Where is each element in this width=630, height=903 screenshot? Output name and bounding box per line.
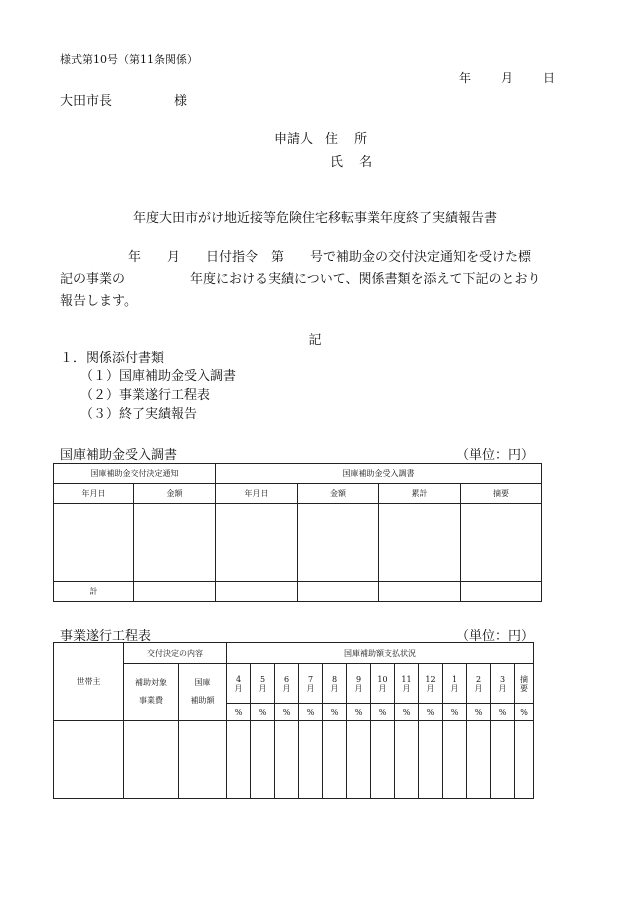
table1-cell[interactable] [54,504,134,582]
table2-cell[interactable] [299,721,323,799]
attachments-heading: １．関係添付書類 [60,351,165,366]
table2-cell[interactable] [467,721,491,799]
attachment-item: （２）事業遂行工程表 [80,388,211,403]
table2-month-header: 6 月 [275,664,299,704]
body-line-3: 報告します。 [60,294,137,309]
body-line-1: 年 月 日付指令 第 号で補助金の交付決定通知を受けた標 [128,250,532,265]
table2-month-header: 11 月 [395,664,419,704]
table1-cell[interactable] [216,504,298,582]
table2-month-header: 5 月 [251,664,275,704]
applicant-address-line [274,128,373,147]
table2-percent-cell: % [299,704,323,721]
table2-percent-cell: % [515,704,534,721]
table2-entry-row [54,721,534,799]
form-number: 様式第10号（第11条関係） [60,53,198,66]
table2-cell[interactable] [251,721,275,799]
table1-cell[interactable] [216,582,298,602]
date-month-label: 月 [501,71,514,85]
table2-status-header: 国庫補助額支払状況 [227,643,534,664]
addressee-honorific: 様 [174,94,188,109]
table2-remarks-header: 摘 要 [515,664,534,704]
table2-project-cost-header [124,664,179,721]
table2-month-header: 10 月 [371,664,395,704]
table1-title: 国庫補助金受入調書 [60,448,178,463]
table2-month-header: 1 月 [443,664,467,704]
table1-col-header: 金額 [298,484,379,504]
table2-percent-cell: % [419,704,443,721]
table2-percent-cell: % [323,704,347,721]
table2-cell[interactable] [515,721,534,799]
attachment-item: （１）国庫補助金受入調書 [80,369,237,384]
table2-cell[interactable] [347,721,371,799]
table2-household-header: 世帯主 [54,643,124,721]
table2-percent-cell: % [251,704,275,721]
table1-entry-row [54,504,542,582]
table1-cell[interactable] [298,504,379,582]
report-body [60,247,580,313]
table2-month-header: 3 月 [491,664,515,704]
table1-cell[interactable] [379,582,461,602]
attachment-item: （３）終了実績報告 [80,407,198,422]
table2-percent-cell: % [443,704,467,721]
applicant-label: 申請人 [274,132,314,147]
table2-cell[interactable] [227,721,251,799]
table2-percent-cell: % [467,704,491,721]
table1-col-header: 年月日 [216,484,298,504]
date-year-label: 年 [459,71,472,85]
table2-cell[interactable] [179,721,227,799]
table1-total-label: 計 [54,582,134,602]
table2-cell[interactable] [275,721,299,799]
table2-percent-cell: % [275,704,299,721]
applicant-name-label: 氏 名 [330,155,379,170]
table2-decision-header: 交付決定の内容 [124,643,227,664]
table2-cell[interactable] [323,721,347,799]
date-day-label: 日 [543,71,556,85]
table1-cell[interactable] [461,582,542,602]
table2-cell[interactable] [395,721,419,799]
table2-percent-cell: % [347,704,371,721]
table1-total-row [54,582,542,602]
table2-project-cost-line: 補助対象 [135,678,167,687]
table1-cell[interactable] [298,582,379,602]
table2-month-header: 4 月 [227,664,251,704]
table2-percent-cell: % [227,704,251,721]
attachments-list [80,367,236,424]
table1-col-header: 累計 [379,484,461,504]
table2-cell[interactable] [443,721,467,799]
table2-subsidy-line: 国庫 [194,678,211,687]
table2-cell[interactable] [491,721,515,799]
table2-project-cost-line: 事業費 [139,696,163,705]
table2-percent-cell: % [371,704,395,721]
addressee [60,90,187,109]
table2-month-header: 7 月 [299,664,323,704]
table2-title: 事業遂行工程表 [60,629,152,644]
applicant-address-label: 住 所 [325,132,374,147]
table1-unit: （単位：円） [456,448,535,463]
document-title: 年度大田市がけ地近接等危険住宅移転事業年度終了実績報告書 [132,211,497,226]
subsidy-receipt-table [53,463,542,602]
table2-cell[interactable] [371,721,395,799]
table1-col-header: 摘要 [461,484,542,504]
table2-subsidy-header [179,664,227,721]
table2-subsidy-line: 補助額 [190,696,215,705]
table2-month-header: 2 月 [467,664,491,704]
table1-group-left: 国庫補助金交付決定通知 [54,464,216,484]
table2-month-header: 8 月 [323,664,347,704]
work-schedule-table [53,642,534,799]
table1-col-header: 金額 [134,484,216,504]
table2-month-header: 12 月 [419,664,443,704]
table1-cell[interactable] [134,582,216,602]
table2-cell[interactable] [124,721,179,799]
table2-month-header: 9 月 [347,664,371,704]
body-line-2: 記の事業の 年度における実績について、関係書類を添えて下記のとおり [60,272,541,287]
date-line [459,69,555,86]
table2-cell[interactable] [419,721,443,799]
table1-col-header: 年月日 [54,484,134,504]
table1-cell[interactable] [134,504,216,582]
table1-cell[interactable] [379,504,461,582]
table1-cell[interactable] [461,504,542,582]
addressee-mayor: 大田市長 [60,94,113,109]
table1-group-right: 国庫補助金受入調書 [216,464,542,484]
table2-cell[interactable] [54,721,124,799]
ki-heading: 記 [308,333,322,348]
table2-percent-cell: % [491,704,515,721]
table2-unit: （単位：円） [456,629,535,644]
table2-percent-cell: % [395,704,419,721]
